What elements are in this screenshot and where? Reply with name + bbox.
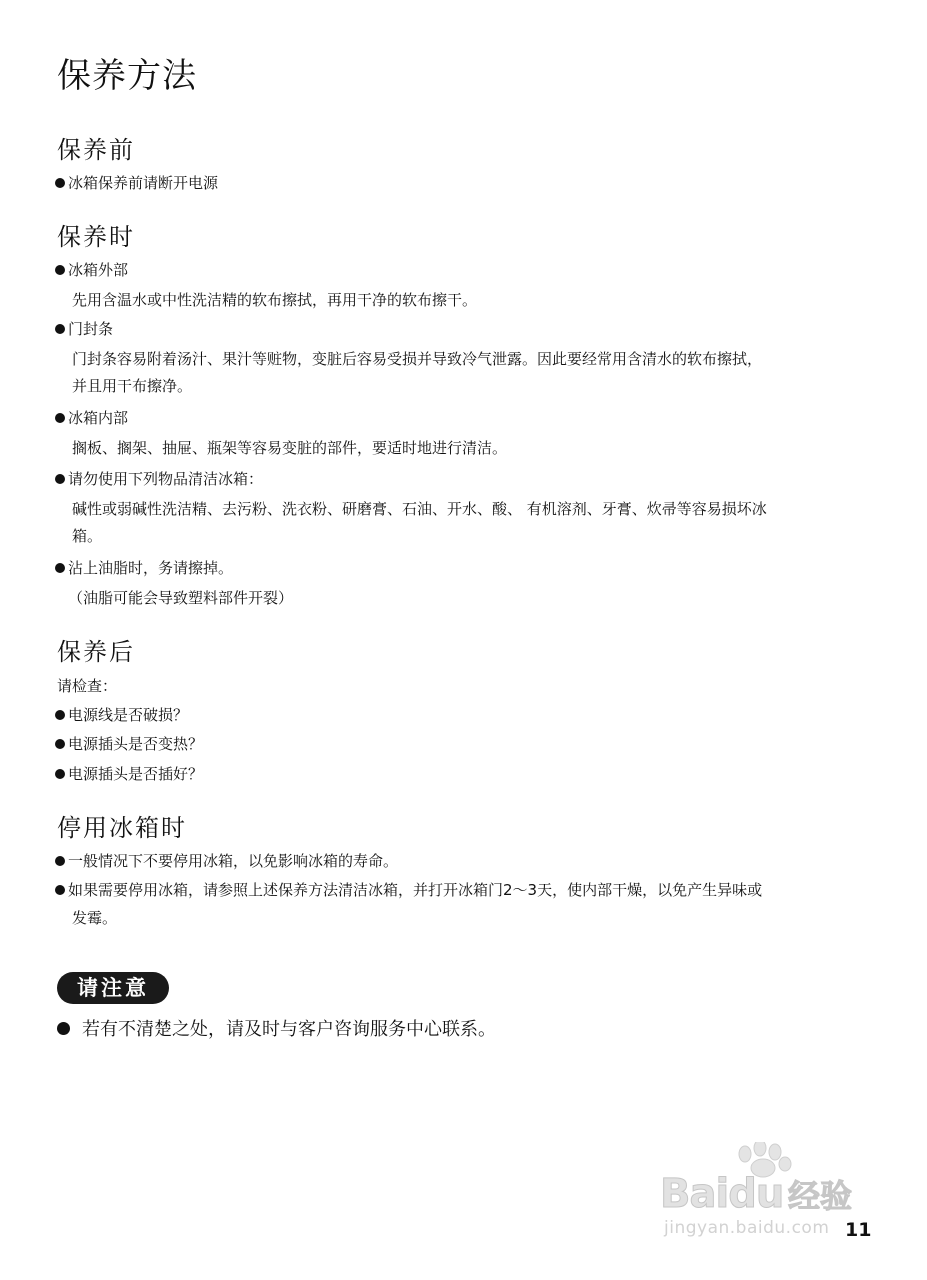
notice-item: 若有不清楚之处，请及时与客户咨询服务中心联系。	[57, 1016, 496, 1044]
section-heading-after: 保养后	[57, 638, 135, 666]
list-item: 一般情况下不要停用冰箱，以免影响冰箱的寿命。	[55, 850, 398, 872]
body-text: 箱。	[72, 527, 103, 545]
bullet-icon	[55, 885, 65, 895]
body-text: 门封条容易附着汤汁、果汁等赃物，变脏后容易受损并导致冷气泄露。因此要经常用含清水的软布擦拭，	[72, 350, 763, 368]
list-item: 电源线是否破损？	[55, 704, 188, 726]
bullet-icon	[55, 856, 65, 866]
body-text: 先用含温水或中性洗洁精的软布擦拭，再用干净的软布擦干。	[72, 291, 478, 309]
bullet-icon	[55, 265, 65, 275]
list-item: 冰箱保养前请断开电源	[55, 172, 218, 194]
list-item: 冰箱内部	[55, 407, 128, 429]
bullet-icon	[55, 739, 65, 749]
bullet-icon	[55, 563, 65, 573]
watermark-brand: Baidu	[660, 1171, 784, 1217]
section-heading-before: 保养前	[57, 136, 135, 164]
body-text: 碱性或弱碱性洗洁精、去污粉、洗衣粉、研磨膏、石油、开水、酸、 有机溶剂、牙膏、炊帚等容易损坏冰	[72, 500, 767, 518]
page-number: 11	[845, 1219, 872, 1241]
section-heading-during: 保养时	[57, 223, 135, 251]
list-item: 电源插头是否变热？	[55, 733, 203, 755]
body-text: （油脂可能会导致塑料部件开裂）	[68, 589, 294, 607]
section-heading-stop: 停用冰箱时	[57, 814, 187, 842]
list-item: 沾上油脂时，务请擦掉。	[55, 557, 233, 579]
body-text: 发霉。	[72, 909, 118, 927]
bullet-icon	[57, 1022, 70, 1035]
bullet-icon	[55, 178, 65, 188]
bullet-icon	[55, 474, 65, 484]
body-text: 请检查：	[57, 677, 118, 695]
watermark-brand-cn: 经验	[788, 1177, 853, 1215]
page-title: 保养方法	[57, 56, 197, 96]
notice-badge: 请注意	[57, 972, 169, 1004]
body-text: 并且用干布擦净。	[72, 377, 193, 395]
list-item: 门封条	[55, 318, 113, 340]
body-text: 搁板、搁架、抽屉、瓶架等容易变脏的部件，要适时地进行清洁。	[72, 439, 508, 457]
bullet-icon	[55, 710, 65, 720]
watermark-url: jingyan.baidu.com	[664, 1218, 830, 1238]
list-item: 冰箱外部	[55, 259, 128, 281]
list-item: 如果需要停用冰箱，请参照上述保养方法清洁冰箱，并打开冰箱门2～3天，使内部干燥，以免产生异味或	[55, 879, 762, 901]
list-item: 电源插头是否插好？	[55, 763, 203, 785]
bullet-icon	[55, 769, 65, 779]
bullet-icon	[55, 324, 65, 334]
list-item: 请勿使用下列物品清洁冰箱：	[55, 468, 263, 490]
bullet-icon	[55, 413, 65, 423]
